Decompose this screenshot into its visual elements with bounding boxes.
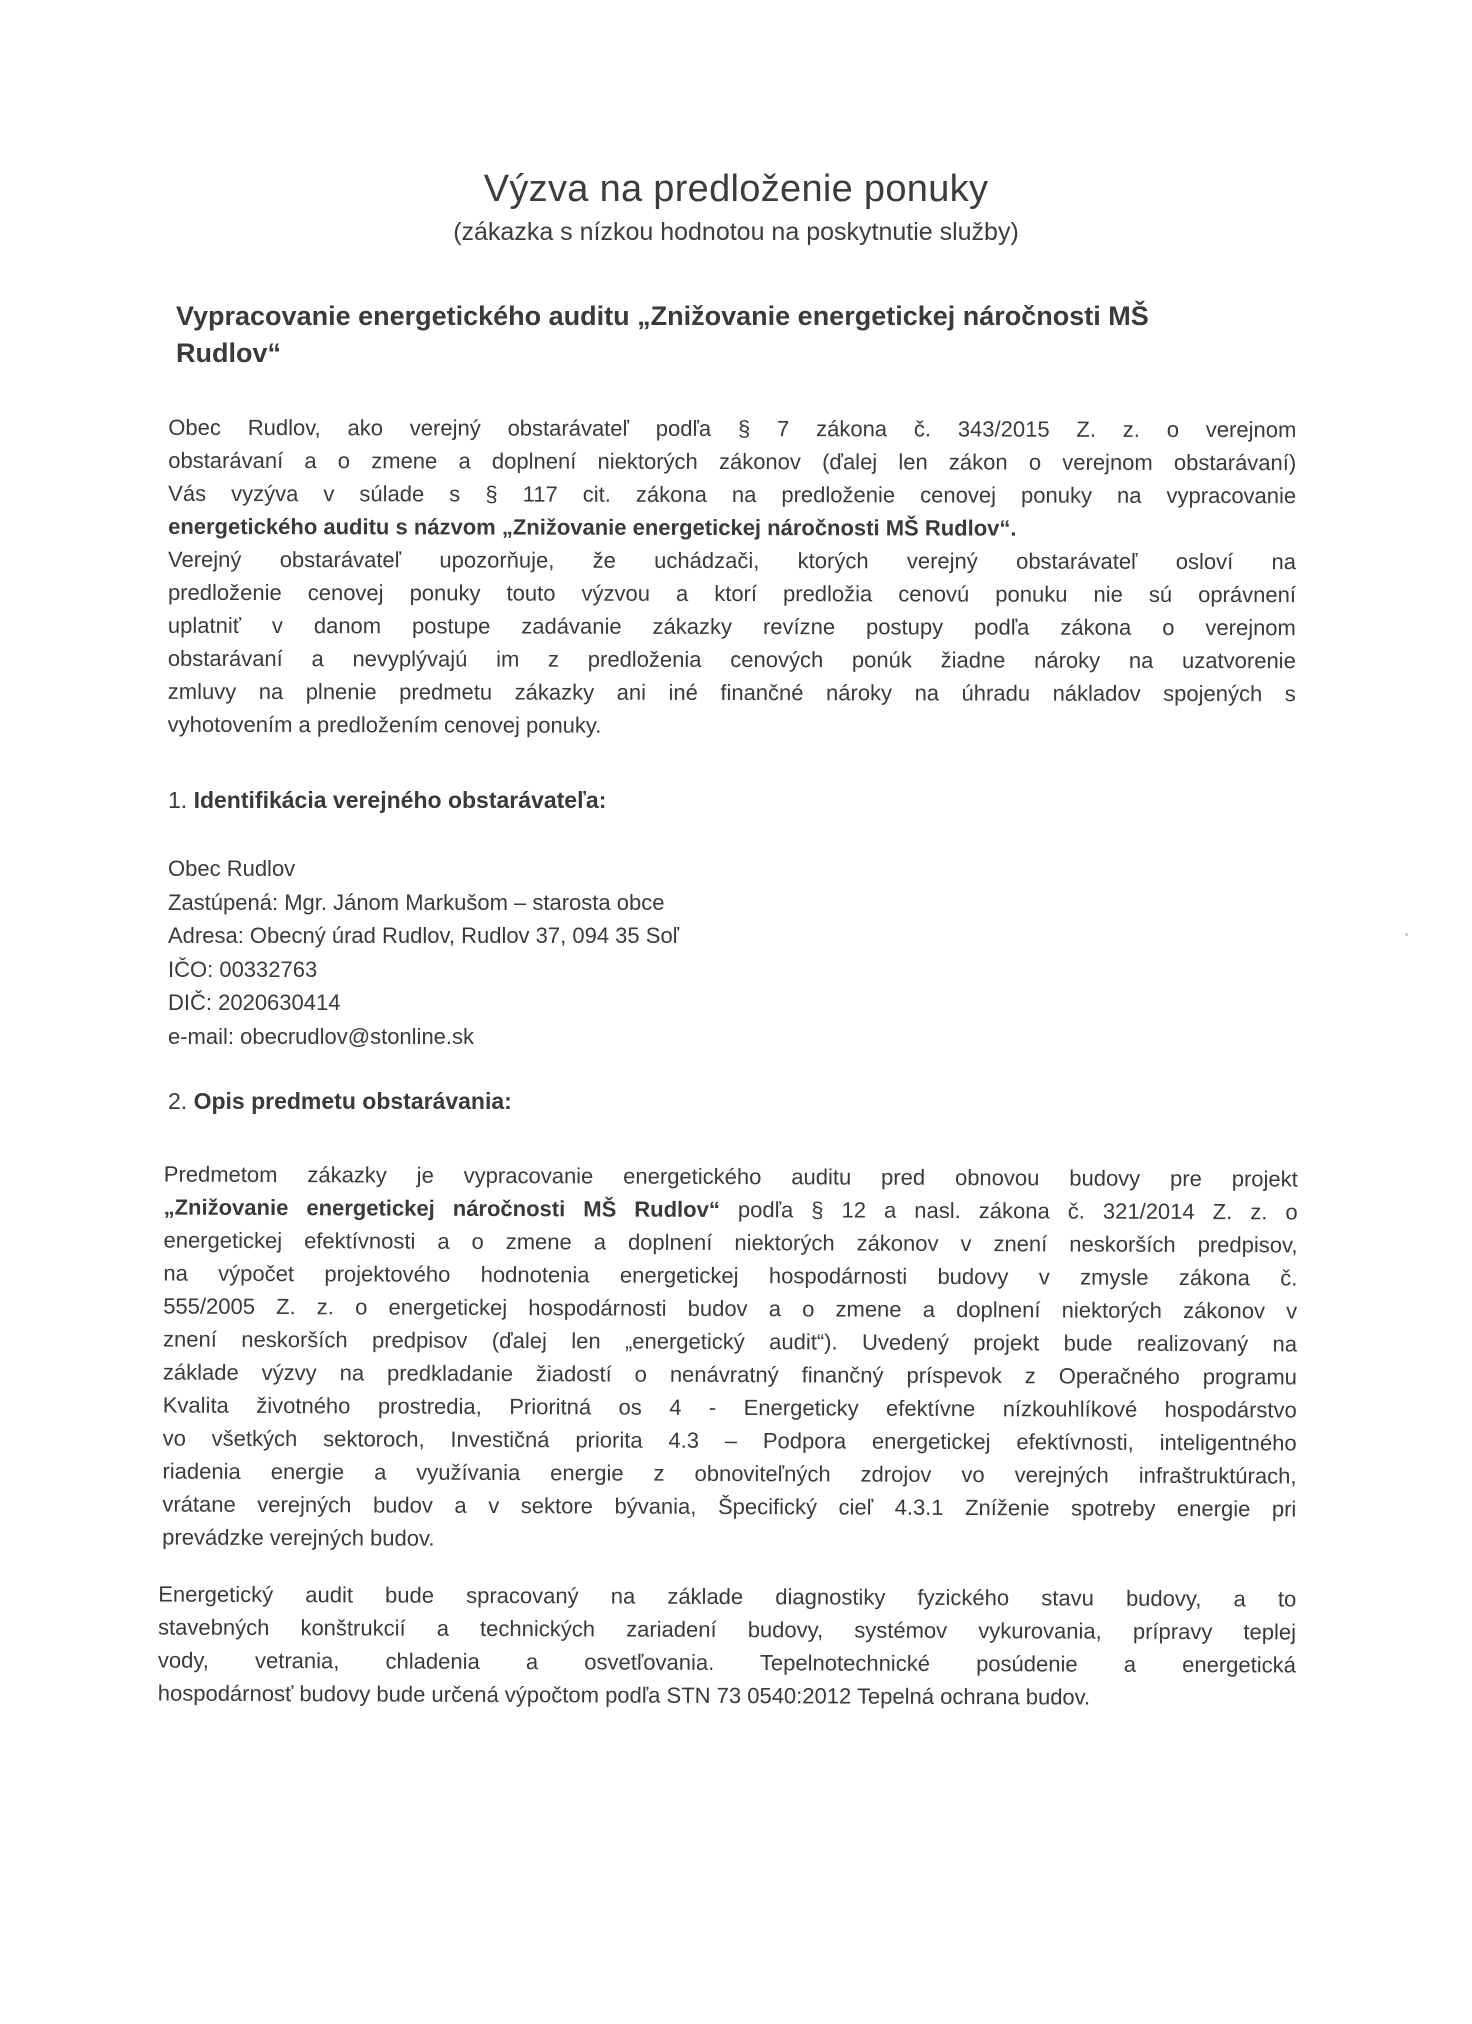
subject-line-with-project [164, 1191, 1298, 1229]
subject-line-rest: podľa § 12 a nasl. zákona č. 321/2014 Z. z. o [719, 1196, 1298, 1225]
section-2-label: Opis predmetu obstarávania: [193, 1088, 512, 1114]
subject-line: Predmetom zákazky je vypracovanie energetického auditu pred obnovou budovy pre projekt [163, 1161, 1298, 1192]
page-subtitle: (zákazka s nízkou hodnotou na poskytnutie služby) [453, 218, 1019, 246]
subject-line: vrátane verejných budov a v sektore bývania, Špecifický cieľ 4.3.1 Zníženie spotreby energie pri [162, 1491, 1297, 1522]
subject-line: Kvalita životného prostredia, Prioritná os 4 - Energeticky efektívne nízkouhlíkové hospodárstvo [162, 1392, 1297, 1423]
section-1-heading [168, 787, 606, 814]
intro-paragraph [168, 411, 1297, 743]
intro-line-bold: energetického auditu s názvom „Znižovanie energetickej náročnosti MŠ Rudlov“. [168, 513, 1017, 541]
project-heading-line1: Vypracovanie energetického auditu „Znižovanie energetickej náročnosti MŠ [176, 301, 1149, 331]
audit-line: hospodárnosť budovy bude určená výpočtom podľa STN 73 0540:2012 Tepelná ochrana budov. [157, 1680, 1091, 1710]
subject-line: 555/2005 Z. z. o energetickej hospodárnosti budov a o zmene a doplnení niektorých zákonov v [163, 1293, 1298, 1324]
subject-line: prevádzke verejných budov. [162, 1524, 435, 1551]
authority-email: e-mail: obecrudlov@stonline.sk [168, 1023, 475, 1049]
section-1-label: Identifikácia verejného obstarávateľa: [193, 787, 607, 813]
subject-line: vo všetkých sektoroch, Investičná priorita 4.3 – Podpora energetickej efektívnosti, inteligentného [162, 1425, 1297, 1456]
authority-representative: Zastúpená: Mgr. Jánom Markušom – starosta obce [168, 889, 665, 915]
audit-line: vody, vetrania, chladenia a osvetľovania. Tepelnotechnické posúdenie a energetická [157, 1647, 1296, 1678]
intro-line: Obec Rudlov, ako verejný obstarávateľ podľa § 7 zákona č. 343/2015 Z. z. o verejnom [168, 414, 1297, 443]
intro-line: obstarávaní a nevyplývajú im z predloženia cenových ponúk žiadne nároky na uzatvorenie [167, 645, 1296, 674]
contracting-authority-details [168, 852, 1296, 1053]
page-title: Výzva na predloženie ponuky [483, 168, 989, 210]
intro-line: predloženie cenovej ponuky touto výzvou a ktorí predložia cenovú ponuku nie sú oprávnení [167, 579, 1296, 608]
subject-line: znení neskorších predpisov (ďalej len „energetický audit“). Uvedený projekt bude realizovaný na [163, 1326, 1298, 1357]
subject-line: základe výzvy na predkladanie žiadostí o nenávratný finančný príspevok z Operačného programu [162, 1359, 1297, 1390]
subject-line: na výpočet projektového hodnotenia energetickej hospodárnosti budovy v zmysle zákona č. [163, 1260, 1298, 1291]
audit-line: Energetický audit bude spracovaný na základe diagnostiky fyzického stavu budovy, a to [158, 1581, 1297, 1612]
subject-paragraph-2 [158, 1578, 1297, 1715]
intro-line: vyhotovením a predložením cenovej ponuky. [167, 711, 602, 738]
authority-address: Adresa: Obecný úrad Rudlov, Rudlov 37, 094 35 Soľ [168, 923, 680, 948]
section-2-heading [168, 1088, 512, 1115]
subject-paragraph-1 [162, 1158, 1298, 1559]
intro-line: Verejný obstarávateľ upozorňuje, že uchádzači, ktorých verejný obstarávateľ osloví na [168, 546, 1297, 575]
project-heading [176, 298, 1306, 372]
audit-line: stavebných konštrukcií a technických zariadení budovy, systémov vykurovania, prípravy teplej [158, 1614, 1297, 1645]
scan-speck [1405, 933, 1408, 936]
project-heading-line2: Rudlov“ [176, 338, 281, 368]
subject-line: riadenia energie a využívania energie z obnoviteľných zdrojov vo verejných infraštruktúrach, [162, 1458, 1297, 1489]
project-name-bold: „Znižovanie energetickej náročnosti MŠ Rudlov“ [163, 1194, 720, 1222]
subject-line: energetickej efektívnosti a o zmene a doplnení niektorých zákonov v znení neskorších predpisov, [163, 1227, 1298, 1258]
section-2-number: 2. [168, 1088, 188, 1114]
intro-line: obstarávaní a o zmene a doplnení niektorých zákonov (ďalej len zákon o verejnom obstarávaní) [168, 447, 1297, 476]
authority-dic: DIČ: 2020630414 [168, 990, 341, 1015]
intro-line: Vás vyzýva v súlade s § 117 cit. zákona na predloženie cenovej ponuky na vypracovanie [168, 480, 1297, 509]
intro-line: uplatniť v danom postupe zadávanie zákazky revízne postupy podľa zákona o verejnom [167, 612, 1296, 641]
authority-ico: IČO: 00332763 [168, 956, 318, 982]
intro-line: zmluvy na plnenie predmetu zákazky ani iné finančné nároky na úhradu nákladov spojených s [167, 678, 1296, 707]
section-1-number: 1. [168, 787, 188, 813]
authority-name: Obec Rudlov [168, 856, 296, 881]
